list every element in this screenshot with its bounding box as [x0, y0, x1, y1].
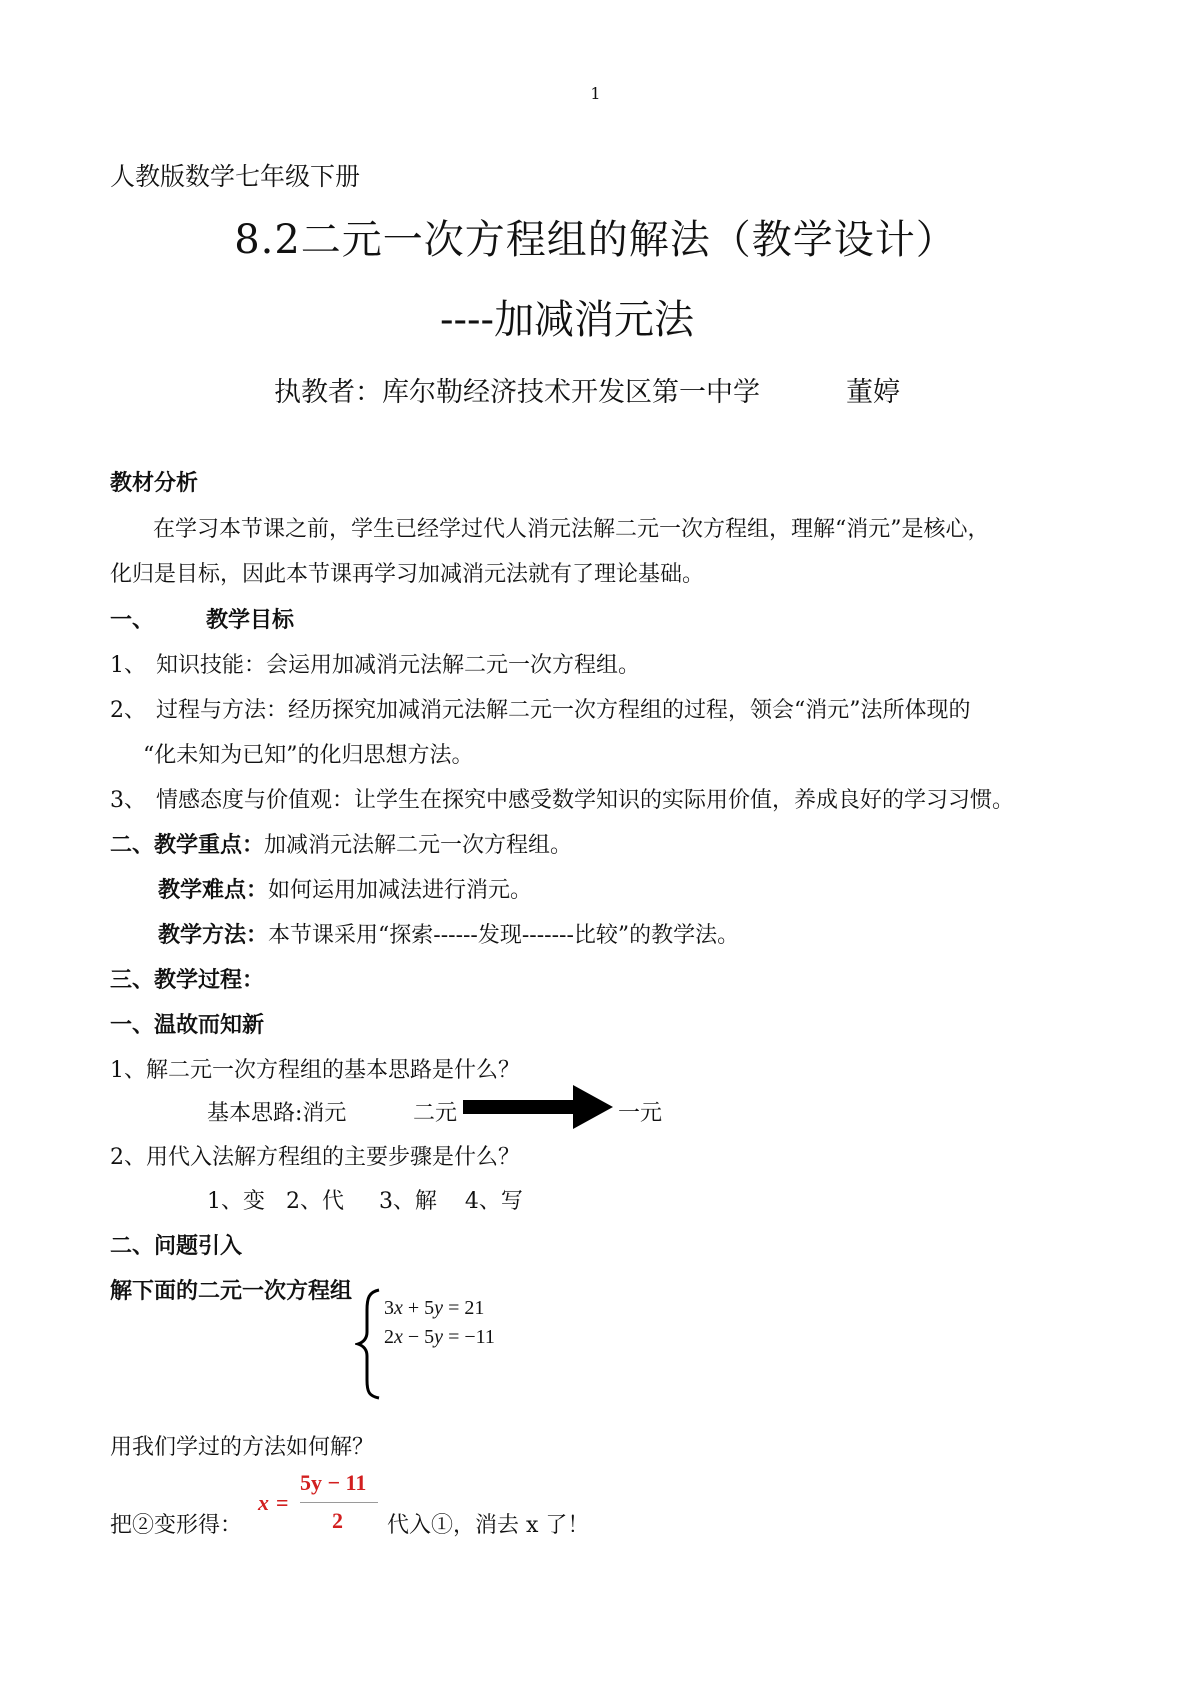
equation-2: 2x − 5y = −11 — [384, 1326, 495, 1348]
goal-item-2 — [110, 693, 971, 724]
page-number: 1 — [590, 84, 601, 103]
equals-sign: = — [276, 1490, 289, 1515]
key-point-label: 二、教学重点： — [110, 832, 265, 858]
fraction-bar — [300, 1502, 378, 1503]
intro-heading: 二、问题引入 — [110, 1233, 243, 1259]
key-point-text: 加减消元法解二元一次方程组。 — [264, 833, 573, 858]
goals-heading-number: 一、 — [110, 607, 155, 633]
teacher-school: 执教者：库尔勒经济技术开发区第一中学 — [274, 377, 760, 408]
eq1-coef-y: 5 — [424, 1297, 435, 1319]
difficulty-text: 如何运用加减法进行消元。 — [268, 878, 533, 903]
method-line — [158, 918, 739, 949]
method-text: 本节课采用“探索------发现-------比较”的教学法。 — [268, 923, 740, 948]
fraction-lhs: x — [258, 1490, 269, 1515]
document-title: 8.2二元一次方程组的解法（教学设计） — [234, 217, 957, 263]
goal-item-1 — [110, 648, 640, 679]
goal-item-text: 过程与方法：经历探究加减消元法解二元一次方程组的过程，领会“消元”法所体现的 — [156, 698, 971, 723]
analysis-heading: 教材分析 — [110, 470, 199, 496]
eq1-operator: + — [407, 1297, 420, 1319]
idea-to: 一元 — [618, 1101, 663, 1126]
key-point-line — [110, 828, 572, 859]
difficulty-label: 教学难点： — [158, 877, 269, 903]
teacher-name: 董婷 — [846, 377, 900, 408]
eq1-rhs: 21 — [464, 1297, 485, 1319]
analysis-paragraph-line1: 在学习本节课之前，学生已经学过代人消元法解二元一次方程组，理解“消元”是核心， — [153, 517, 990, 542]
analysis-paragraph-line2: 化归是目标，因此本节课再学习加减消元法就有了理论基础。 — [110, 562, 705, 587]
goal-item-number: 3、 — [110, 788, 146, 813]
review-question-2: 2、用代入法解方程组的主要步骤是什么？ — [110, 1145, 520, 1170]
idea-from: 二元 — [413, 1101, 458, 1126]
goal-item-number: 2、 — [110, 698, 146, 723]
fraction-numerator: 5y − 11 — [300, 1470, 367, 1495]
goal-item-text: 情感态度与价值观：让学生在探究中感受数学知识的实际用价值，养成良好的学习习惯。 — [156, 788, 1015, 813]
goals-heading — [110, 603, 294, 634]
review-question-1: 1、解二元一次方程组的基本思路是什么？ — [110, 1058, 520, 1083]
goal-item-number: 1、 — [110, 653, 146, 678]
goal-item-3 — [110, 783, 1014, 814]
difficulty-line — [158, 873, 532, 904]
eq2-coef-y: 5 — [424, 1326, 435, 1348]
eq2-rhs-sign: − — [464, 1326, 476, 1348]
equation-1: 3x + 5y = 21 — [384, 1297, 485, 1319]
teacher-line — [274, 370, 900, 409]
eq2-rhs: 11 — [475, 1326, 495, 1348]
fraction-denominator: 2 — [332, 1508, 343, 1533]
goal-item-text: 知识技能：会运用加减消元法解二元一次方程组。 — [156, 653, 641, 678]
method-label: 教学方法： — [158, 922, 269, 948]
review-heading: 一、温故而知新 — [110, 1012, 265, 1038]
process-heading: 三、教学过程： — [110, 967, 265, 993]
publisher-line: 人教版数学七年级下册 — [110, 162, 361, 191]
substitution-steps: 1、变 2、代 3、解 4、写 — [207, 1189, 523, 1214]
goals-heading-text: 教学目标 — [206, 607, 295, 633]
left-brace-icon — [355, 1288, 383, 1400]
eq1-coef-x: 3 — [384, 1297, 394, 1319]
transform-label: 把②变形得： — [110, 1513, 243, 1538]
transform-tail: 代入①，消去 x 了！ — [387, 1513, 590, 1538]
goal-item-2-continuation: “化未知为已知”的化归思想方法。 — [143, 743, 474, 768]
method-question: 用我们学过的方法如何解？ — [110, 1435, 375, 1460]
basic-idea-label: 基本思路:消元 — [207, 1101, 347, 1126]
eq2-coef-x: 2 — [384, 1326, 394, 1348]
eq2-operator: − — [407, 1326, 420, 1348]
fraction-expression — [254, 1470, 384, 1534]
right-arrow-icon — [463, 1085, 613, 1129]
solve-heading: 解下面的二元一次方程组 — [110, 1278, 353, 1304]
document-subtitle: ----加减消元法 — [440, 297, 695, 343]
